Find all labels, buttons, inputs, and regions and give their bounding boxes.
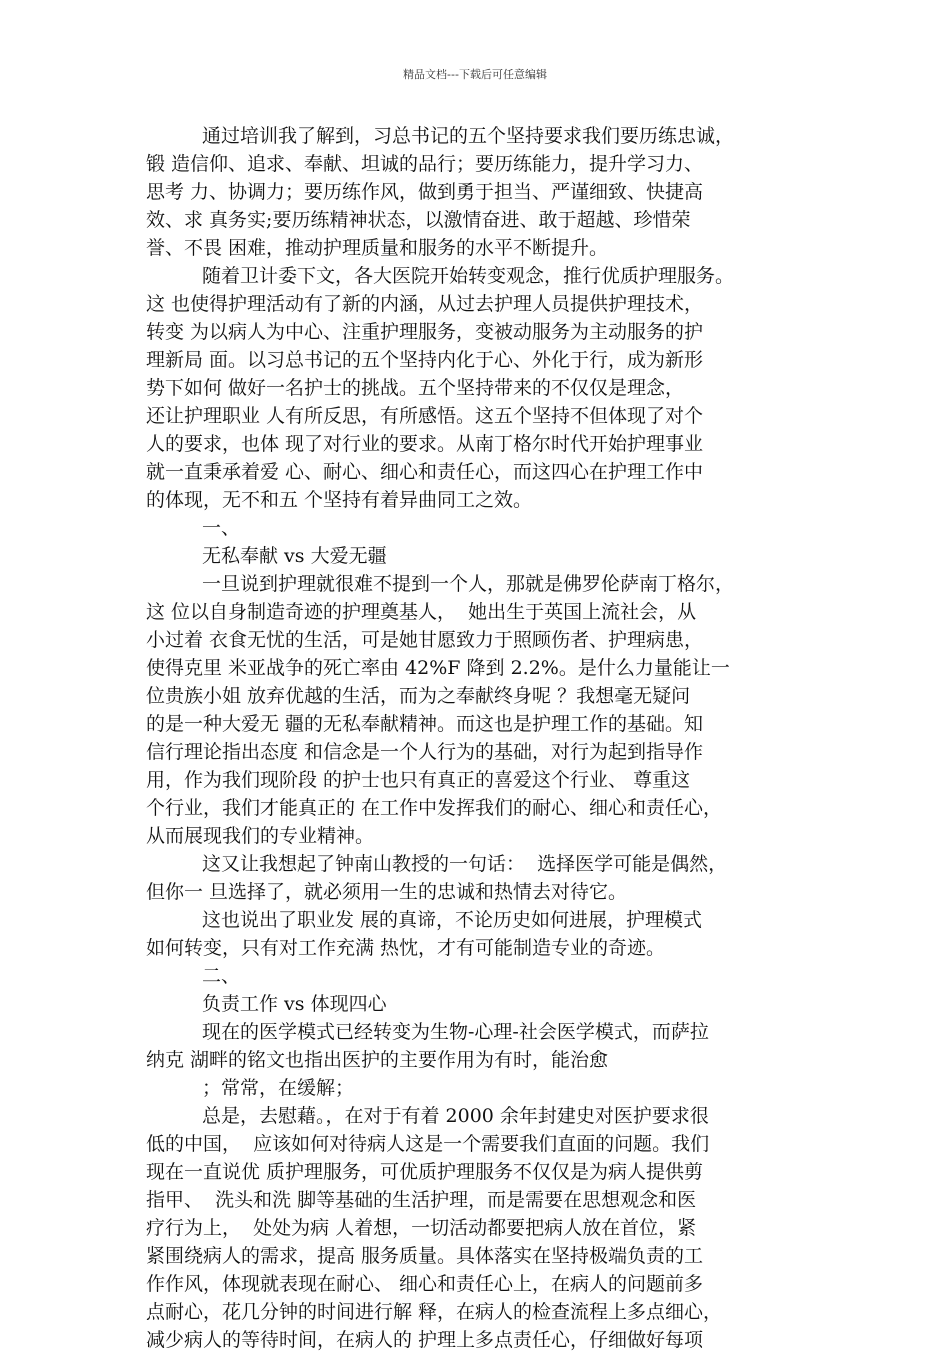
text-line: 思考 力、协调力；要历练作风，做到勇于担当、严谨细致、快捷高 — [146, 181, 704, 203]
text-line: 这又让我想起了钟南山教授的一句话： 选择医学可能是偶然， — [202, 853, 728, 875]
text-line: 但你一 旦选择了，就必须用一生的忠诚和热情去对待它。 — [146, 881, 628, 903]
text-line: 纳克 湖畔的铭文也指出医护的主要作用为有时，能治愈 — [146, 1049, 609, 1071]
text-line: 通过培训我了解到，习总书记的五个坚持要求我们要历练忠诚， — [202, 125, 735, 147]
text-line: 效、求 真务实;要历练精神状态，以激情奋进、敢于超越、珍惜荣 — [146, 209, 691, 231]
text-line: 二、 — [202, 965, 241, 987]
text-line: 位贵族小姐 放弃优越的生活，而为之奉献终身呢 ？我想毫无疑问 — [146, 685, 691, 707]
text-line: 的是一种大爱无 疆的无私奉献精神。而这也是护理工作的基础。知 — [146, 713, 704, 735]
text-line: 个行业，我们才能真正的 在工作中发挥我们的耐心、细心和责任心， — [146, 797, 723, 819]
page-header: 精品文档---下载后可任意编辑 — [403, 68, 547, 81]
text-line: 指甲、 洗头和洗 脚等基础的生活护理，而是需要在思想观念和医 — [146, 1189, 697, 1211]
text-line: 减少病人的等待时间，在病人的 护理上多点责任心，仔细做好每项 — [146, 1329, 704, 1351]
text-line: 总是，去慰藉。，在对于有着 2000 余年封建史对医护要求很 — [202, 1105, 709, 1127]
text-line: 锻 造信仰、追求、奉献、坦诚的品行；要历练能力，提升学习力、 — [146, 153, 704, 175]
text-line: 疗行为上， 处处为病 人着想，一切活动都要把病人放在首位，紧 — [146, 1217, 697, 1239]
text-line: 转变 为以病人为中心、注重护理服务，变被动服务为主动服务的护 — [146, 321, 704, 343]
text-line: 的体现，无不和五 个坚持有着异曲同工之效。 — [146, 489, 533, 511]
text-line: 负责工作 vs 体现四心 — [202, 993, 387, 1015]
text-line: 紧围绕病人的需求，提高 服务质量。具体落实在坚持极端负责的工 — [146, 1245, 704, 1267]
text-line: 还让护理职业 人有所反思，有所感悟。这五个坚持不但体现了对个 — [146, 405, 704, 427]
text-line: 这也说出了职业发 展的真谛，不论历史如何进展，护理模式 — [202, 909, 703, 931]
text-line: 从而展现我们的专业精神。 — [146, 825, 375, 847]
text-line: 信行理论指出态度 和信念是一个人行为的基础，对行为起到指导作 — [146, 741, 704, 763]
text-line: 这 也使得护理活动有了新的内涵，从过去护理人员提供护理技术， — [146, 293, 704, 315]
text-line: 点耐心，花几分钟的时间进行解 释，在病人的检查流程上多点细心， — [146, 1301, 723, 1323]
text-line: 这 位以自身制造奇迹的护理奠基人， 她出生于英国上流社会，从 — [146, 601, 697, 623]
text-line: 现在一直说优 质护理服务，可优质护理服务不仅仅是为病人提供剪 — [146, 1161, 704, 1183]
text-line: 就一直秉承着爱 心、耐心、细心和责任心，而这四心在护理工作中 — [146, 461, 704, 483]
text-line: 无私奉献 vs 大爱无疆 — [202, 545, 387, 567]
text-line: 用，作为我们现阶段 的护士也只有真正的喜爱这个行业、 尊重这 — [146, 769, 691, 791]
text-line: ；常常，在缓解； — [202, 1077, 355, 1099]
text-line: 人的要求，也体 现了对行业的要求。从南丁格尔时代开始护理事业 — [146, 433, 704, 455]
text-line: 理新局 面。以习总书记的五个坚持内化于心、外化于行，成为新形 — [146, 349, 704, 371]
text-line: 小过着 衣食无忧的生活，可是她甘愿致力于照顾伤者、护理病患， — [146, 629, 704, 651]
text-line: 一、 — [202, 517, 241, 539]
text-line: 如何转变，只有对工作充满 热忱，才有可能制造专业的奇迹。 — [146, 937, 666, 959]
text-line: 低的中国， 应该如何对待病人这是一个需要我们直面的问题。我们 — [146, 1133, 710, 1155]
text-line: 势下如何 做好一名护士的挑战。五个坚持带来的不仅仅是理念， — [146, 377, 685, 399]
text-line: 随着卫计委下文，各大医院开始转变观念，推行优质护理服务。 — [202, 265, 735, 287]
text-line: 作作风，体现就表现在耐心、 细心和责任心上，在病人的问题前多 — [146, 1273, 704, 1295]
text-line: 誉、不畏 困难，推动护理质量和服务的水平不断提升。 — [146, 237, 609, 259]
text-line: 一旦说到护理就很难不提到一个人，那就是佛罗伦萨南丁格尔， — [202, 573, 735, 595]
text-line: 使得克里 米亚战争的死亡率由 42%F 降到 2.2%。是什么力量能让一 — [146, 657, 730, 679]
text-line: 现在的医学模式已经转变为生物-心理-社会医学模式，而萨拉 — [202, 1021, 709, 1043]
document-body — [146, 122, 816, 1354]
